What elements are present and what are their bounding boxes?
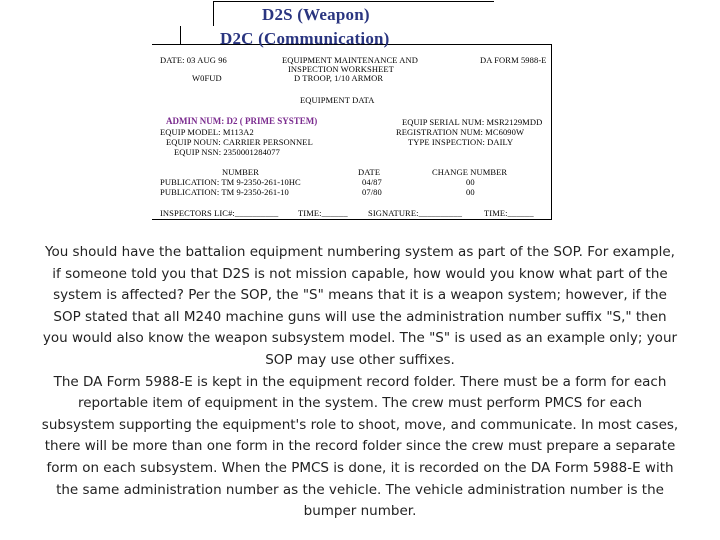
pub-header-change: CHANGE NUMBER (432, 167, 508, 177)
frame-top-line (214, 1, 494, 2)
title-communication: D2C (Communication) (220, 29, 390, 48)
paragraph-form: The DA Form 5988-E is kept in the equipment record folder. There must be a form for each reportable item of equipment in the system. The crew must perform PMCS for each subsystem supporting the equipment's role to shoot, move, and communicate. In most cases, there will be more than one form in the record folder since the crew must prepare a separate form on each subsystem. When the PMCS is done, it is recorded on the DA Form 5988-E with the same administration number as the vehicle. The vehicle administration number is the bumper number. (41, 373, 679, 520)
equip-nsn: EQUIP NSN: 2350001284077 (174, 147, 280, 157)
publication-row-2-change: 00 (466, 187, 475, 197)
body-text (40, 242, 680, 523)
publication-row-2: PUBLICATION: TM 9-2350-261-10 (160, 187, 289, 197)
frame-right-line (551, 44, 552, 220)
publication-row-1: PUBLICATION: TM 9-2350-261-10HC (160, 177, 301, 187)
time-field-2: TIME:______ (484, 208, 534, 218)
unit-name: D TROOP, 1/10 ARMOR (294, 73, 384, 83)
section-label: EQUIPMENT DATA (300, 95, 375, 105)
inspectors-license: INSPECTORS LIC#:__________ (160, 208, 279, 218)
time-field-1: TIME:______ (298, 208, 348, 218)
pub-header-date: DATE (358, 167, 381, 177)
form-title-line-2: INSPECTION WORKSHEET (288, 64, 394, 74)
frame-left-line-upper (213, 1, 214, 26)
registration-number: REGISTRATION NUM: MC6090W (396, 127, 525, 137)
serial-number: EQUIP SERIAL NUM: MSR2129MDD (402, 117, 543, 127)
publication-row-1-date: 04/87 (362, 177, 382, 187)
pub-header-number: NUMBER (222, 167, 259, 177)
inspection-type: TYPE INSPECTION: DAILY (408, 137, 514, 147)
frame-bottom-line (152, 219, 552, 220)
form-number: DA FORM 5988-E (480, 55, 547, 65)
title-weapon: D2S (Weapon) (262, 5, 370, 24)
publication-row-1-change: 00 (466, 177, 475, 187)
admin-number-line: ADMIN NUM: D2 ( PRIME SYSTEM) (166, 116, 318, 126)
paragraph-sop: You should have the battalion equipment numbering system as part of the SOP. For example, if someone told you that D2S is not mission capable, how would you know what part of the system is affected? Per the SOP, the "S" means that it is a weapon system; however, if the SOP stated that all M240 machine guns will use the administration number suffix "S," then you would also know the weapon subsystem model. The "S" is used as an example only; your SOP may use other suffixes. (42, 244, 678, 368)
form-date: DATE: 03 AUG 96 (160, 55, 227, 65)
form-figure (0, 0, 720, 228)
equip-model: EQUIP MODEL: M113A2 (160, 127, 254, 137)
form-title-line-1: EQUIPMENT MAINTENANCE AND (282, 55, 418, 65)
org-code: W0FUD (192, 73, 222, 83)
frame-left-line-lower (180, 26, 181, 44)
signature-field: SIGNATURE:__________ (368, 208, 463, 218)
publication-row-2-date: 07/80 (362, 187, 382, 197)
equip-noun: EQUIP NOUN: CARRIER PERSONNEL (166, 137, 313, 147)
